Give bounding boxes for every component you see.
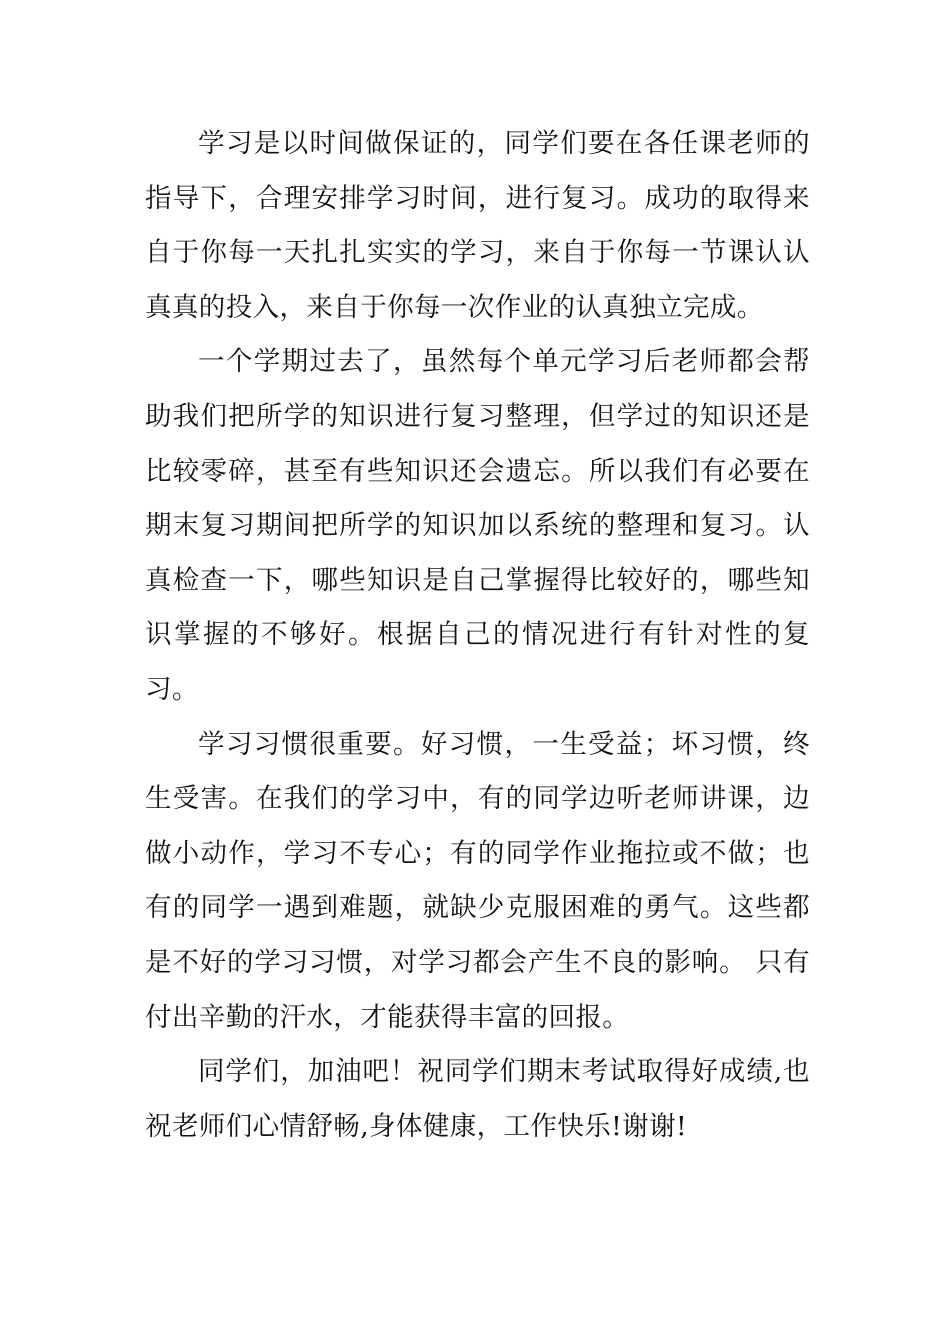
document-body (145, 117, 810, 1154)
paragraph-study-habits: 学习习惯很重要。好习惯，一生受益；坏习惯，终生受害。在我们的学习中，有的同学边听老师讲课，边做小动作，学习不专心；有的同学作业拖拉或不做；也有的同学一遇到难题，就缺少克服困难的勇气。这些都是不好的学习习惯，对学习都会产生不良的影响。 只有付出辛勤的汗水，才能获得丰富的回报。 (145, 728, 810, 1033)
paragraph-study-time: 学习是以时间做保证的，同学们要在各任课老师的指导下，合理安排学习时间，进行复习。成功的取得来自于你每一天扎扎实实的学习，来自于你每一节课认认真真的投入，来自于你每一次作业的认真独立完成。 (145, 128, 810, 323)
paragraph-semester-review: 一个学期过去了，虽然每个单元学习后老师都会帮助我们把所学的知识进行复习整理，但学过的知识还是比较零碎，甚至有些知识还会遗忘。所以我们有必要在期末复习期间把所学的知识加以系统的整理和复习。认真检查一下，哪些知识是自己掌握得比较好的，哪些知识掌握的不够好。根据自己的情况进行有针对性的复习。 (145, 346, 810, 705)
paragraph-closing-wishes: 同学们，加油吧！祝同学们期末考试取得好成绩,也祝老师们心情舒畅,身体健康，工作快乐!谢谢! (145, 1056, 810, 1142)
